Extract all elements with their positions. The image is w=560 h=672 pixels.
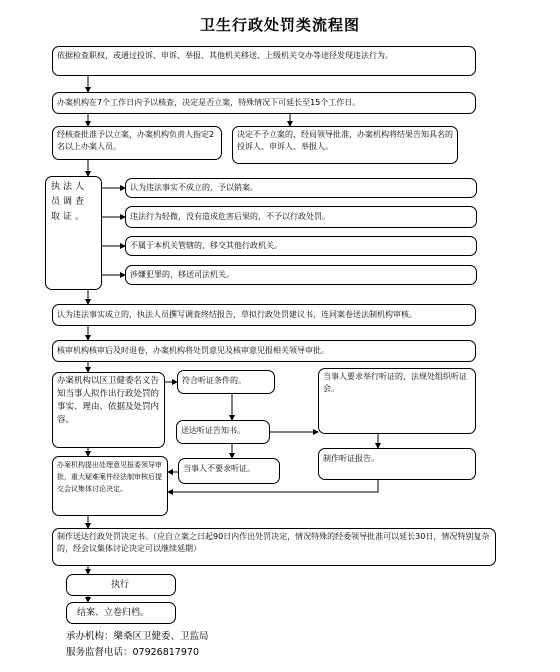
step-hearing-eligible: 符合听证条件的。 [177, 370, 275, 394]
step-hearing-requested: 当事人要求举行听证的，法规处组织听证会。 [318, 368, 476, 434]
step-hearing-report: 制作听证报告。 [318, 448, 476, 480]
step-no-filing: 决定不予立案的，经局领导批准，办案机构将结果告知具名的投诉人、申诉人、举报人。 [232, 126, 458, 164]
step-discover-violation: 依据检查职权，或通过投诉、申诉、举报、其他机关移送、上级机关交办等途径发现违法行为。 [52, 46, 476, 76]
step-investigate: 执法人员调查取证。 [45, 176, 102, 290]
step-investigation-report: 认为违法事实成立的，执法人员撰写调查终结报告，草拟行政处罚建议书，连同案卷送法制机构审核。 [52, 304, 476, 326]
footer-organization: 承办机构：樂桑区卫健委、卫监局 [66, 631, 209, 642]
step-notify-party: 办案机构以区卫健委名义告知当事人拟作出行政处罚的事实、理由、依据及处罚内容。 [52, 372, 165, 448]
result-transfer-agency: 不属于本机关管辖的，移交其他行政机关。 [125, 236, 477, 256]
step-no-hearing: 当事人不要求听证。 [178, 458, 280, 484]
step-send-hearing-notice: 送达听证告知书。 [176, 420, 270, 444]
step-execute: 执行 [66, 574, 176, 596]
step-leader-decision: 办案机构提出处理意见报委领导审批，重大疑难案件经法制审核后提交会议集体讨论决定。 [52, 456, 168, 516]
page-title: 卫生行政处罚类流程图 [199, 16, 360, 34]
step-close-case: 结案、立卷归档。 [66, 602, 176, 624]
step-penalty-decision: 制作送达行政处罚决定书。（应自立案之日起90日内作出处罚决定，情况特殊的经委领导批准可以延长30日，情况特别复杂的，经会议集体讨论决定可以继续延期） [52, 528, 496, 566]
result-transfer-judicial: 涉嫌犯罪的，移送司法机关。 [125, 265, 477, 285]
footer-phone: 服务监督电话：07926817970 [66, 647, 199, 658]
step-review-approval: 核审机构核审后及时退卷，办案机构将处罚意见及核审意见报相关领导审批。 [52, 340, 476, 362]
result-minor-violation: 违法行为轻微，没有造成危害后果的，不予以行政处罚。 [125, 206, 477, 228]
step-verify-filing: 办案机构在7个工作日内予以核查，决定是否立案，特殊情况下可延长至15个工作日。 [52, 92, 476, 114]
step-file-case: 经核查批准予以立案，办案机构负责人指定2名以上办案人员。 [52, 126, 222, 160]
result-not-established: 认为违法事实不成立的，予以销案。 [125, 178, 477, 198]
